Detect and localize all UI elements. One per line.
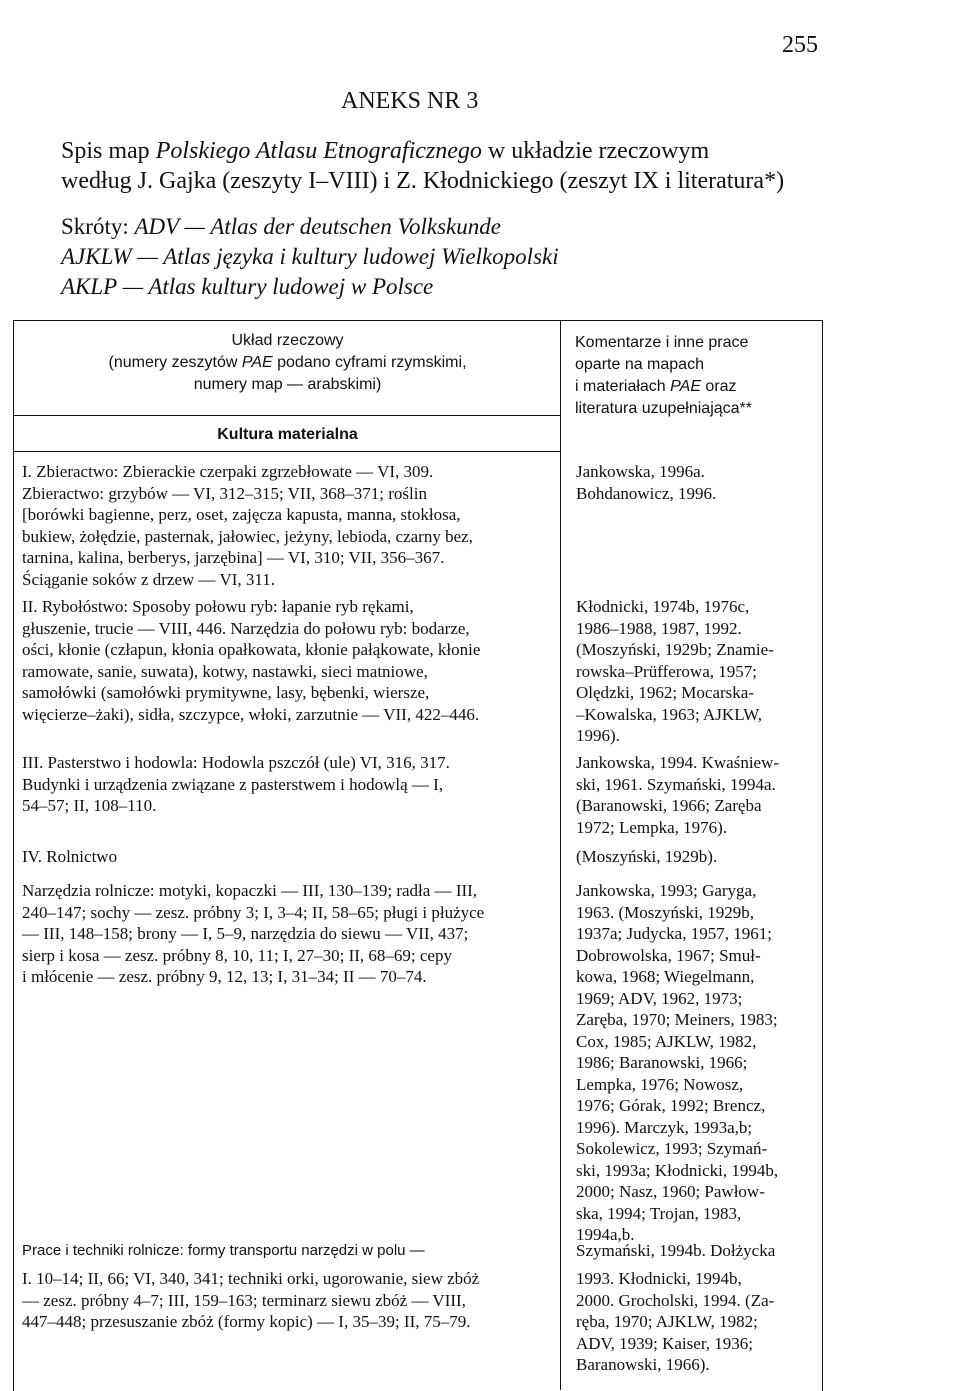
text-line: –Kowalska, 1963; AJKLW, xyxy=(576,704,763,724)
text-line: 2000; Nasz, 1960; Pawłow- xyxy=(576,1182,765,1201)
text-line: 54–57; II, 108–110. xyxy=(22,796,157,815)
intro-line-1: Spis map Polskiego Atlasu Etnograficznego w układzie rzeczowym xyxy=(61,138,710,164)
text-line: Jankowska, 1994. Kwaśniew- xyxy=(576,753,780,772)
text-line: i młócenie — zesz. próbny 9, 12, 13; I, 31–34; II — 70–74. xyxy=(22,967,427,986)
text-line: Kłodnicki, 1974b, 1976c, xyxy=(576,597,750,616)
page-number: 255 xyxy=(782,32,818,58)
text-line: Prace i techniki rolnicze: formy transportu narzędzi w polu — xyxy=(22,1242,425,1259)
text-line: 2000. Grocholski, 1994. (Za- xyxy=(576,1290,775,1310)
text-line: 1996). Marczyk, 1993a,b; xyxy=(576,1117,753,1137)
text-line: 1994a,b. xyxy=(576,1225,635,1244)
text-line: kowa, 1968; Wiegelmann, xyxy=(576,967,755,986)
refs-rybolowstwo xyxy=(576,596,808,747)
text-line: 447–448; przesuszanie zbóż (formy kopic) — I, 35–39; II, 75–79. xyxy=(22,1312,471,1331)
section-divider xyxy=(13,451,561,452)
text-line: 1986; Baranowski, 1966; xyxy=(576,1053,748,1072)
refs-rolnictwo-heading xyxy=(576,846,808,868)
refs-prace-techniki xyxy=(576,1268,808,1376)
text-line: (Baranowski, 1966; Zaręba xyxy=(576,796,762,815)
entry-prace-techniki-heading xyxy=(22,1240,552,1262)
abbreviation-adv: Skróty: ADV — Atlas der deutschen Volkskunde xyxy=(61,214,501,239)
text-line: samołówki (samołówki prymitywne, lasy, bębenki, wiersze, xyxy=(22,683,430,702)
text-line: sierp i kosa — zesz. próbny 8, 10, 11; I, 27–30; II, 68–69; cepy xyxy=(22,945,452,965)
text-line: 1976; Górak, 1992; Brencz, xyxy=(576,1096,766,1115)
text-line: I. 10–14; II, 66; VI, 340, 341; techniki orki, ugorowanie, siew zbóż xyxy=(22,1269,480,1288)
text-line: 1963. (Moszyński, 1929b, xyxy=(576,902,755,922)
text-line: 1972; Lempka, 1976). xyxy=(576,817,728,837)
entry-pasterstwo xyxy=(22,752,552,817)
refs-prace-techniki-heading xyxy=(576,1240,808,1262)
text-line: III. Pasterstwo i hodowla: Hodowla pszczół (ule) VI, 316, 317. xyxy=(22,753,450,772)
text-line: bukiew, żołędzie, pasternak, jałowiec, jeżyny, lebioda, czarny bez, xyxy=(22,526,473,546)
text-line: Lempka, 1976; Nowosz, xyxy=(576,1074,744,1094)
annex-title: ANEKS NR 3 xyxy=(341,88,479,114)
header-right: Komentarze i inne prace oparte na mapach i materiałach PAE oraz literatura uzupełniająca** xyxy=(575,334,752,417)
text-line: Zaręba, 1970; Meiners, 1983; xyxy=(576,1010,778,1029)
text-line: 1986–1988, 1987, 1992. xyxy=(576,618,742,638)
refs-zbieractwo xyxy=(576,461,808,504)
refs-pasterstwo xyxy=(576,752,808,838)
text-line: (Moszyński, 1929b). xyxy=(576,847,718,866)
text-line: 1993. Kłodnicki, 1994b, xyxy=(576,1269,742,1288)
text-line: tarnina, kalina, berberys, jarzębina] — VI, 310; VII, 356–367. xyxy=(22,548,445,567)
text-line: Budynki i urządzenia związane z pasterstwem i hodowlą — I, xyxy=(22,774,444,794)
text-line: rowska–Prüfferowa, 1957; xyxy=(576,661,757,681)
text-line: Sokolewicz, 1993; Szymań- xyxy=(576,1139,768,1158)
text-line: Szymański, 1994b. Dołżycka xyxy=(576,1241,776,1260)
entry-rolnictwo-heading xyxy=(22,846,552,868)
section-title: Kultura materialna xyxy=(217,426,358,443)
text-line: Cox, 1985; AJKLW, 1982, xyxy=(576,1031,757,1051)
text-line: ski, 1961. Szymański, 1994a. xyxy=(576,774,776,794)
abbreviation-aklp: AKLP — Atlas kultury ludowej w Polsce xyxy=(61,274,434,299)
text-line: [borówki bagienne, perz, oset, zajęcza kapusta, manna, stokłosa, xyxy=(22,505,461,524)
text-line: II. Rybołóstwo: Sposoby połowu ryb: łapanie ryb rękami, xyxy=(22,597,414,616)
text-line: Olędzki, 1962; Mocarska- xyxy=(576,683,754,702)
text-line: Jankowska, 1993; Garyga, xyxy=(576,881,757,900)
text-line: I. Zbieractwo: Zbierackie czerpaki zgrzebłowate — VI, 309. xyxy=(22,462,434,481)
text-line: Narzędzia rolnicze: motyki, kopaczki — III, 130–139; radła — III, xyxy=(22,881,478,900)
column-divider xyxy=(560,320,561,1390)
header-left: Układ rzeczowy (numery zeszytów PAE podano cyframi rzymskimi, numery map — arabskimi) xyxy=(108,332,467,393)
entry-zbieractwo xyxy=(22,461,552,590)
text-line: więcierze–żaki), sidła, szczypce, włoki, zarzutnie — VII, 422–446. xyxy=(22,704,480,724)
text-line: Baranowski, 1966). xyxy=(576,1355,710,1374)
text-line: 1969; ADV, 1962, 1973; xyxy=(576,988,743,1008)
text-line: głuszenie, trucie — VIII, 446. Narzędzia do połowu ryb: bodarze, xyxy=(22,618,470,638)
text-line: IV. Rolnictwo xyxy=(22,847,118,866)
header-divider xyxy=(13,415,561,416)
entry-narzedzia-rolnicze xyxy=(22,880,552,988)
text-line: Dobrowolska, 1967; Smuł- xyxy=(576,945,761,965)
text-line: — III, 148–158; brony — I, 5–9, narzędzia do siewu — VII, 437; xyxy=(22,924,469,943)
entry-rybolowstwo xyxy=(22,596,552,725)
entry-prace-techniki xyxy=(22,1268,552,1333)
text-line: ramowate, sanie, suwata), kotwy, nastawki, sieci matniowe, xyxy=(22,661,428,681)
text-line: Zbieractwo: grzybów — VI, 312–315; VII, 368–371; roślin xyxy=(22,483,427,503)
text-line: ości, kłonie (człapun, kłonia opałkowata, kłonie pałąkowate, kłonie xyxy=(22,640,481,659)
text-line: 1937a; Judycka, 1957, 1961; xyxy=(576,924,772,943)
text-line: Jankowska, 1996a. xyxy=(576,462,705,481)
intro-line-2: według J. Gajka (zeszyty I–VIII) i Z. Kłodnickiego (zeszyt IX i literatura*) xyxy=(61,168,785,194)
text-line: — zesz. próbny 4–7; III, 159–163; terminarz siewu zbóż — VIII, xyxy=(22,1290,466,1310)
refs-narzedzia-rolnicze xyxy=(576,880,808,1246)
text-line: (Moszyński, 1929b; Znamie- xyxy=(576,640,774,659)
text-line: ręba, 1970; AJKLW, 1982; xyxy=(576,1312,758,1331)
text-line: 1996). xyxy=(576,726,620,745)
text-line: Bohdanowicz, 1996. xyxy=(576,483,717,503)
abbreviation-ajklw: AJKLW — Atlas języka i kultury ludowej Wielkopolski xyxy=(61,244,559,269)
text-line: ski, 1993a; Kłodnicki, 1994b, xyxy=(576,1160,779,1180)
text-line: Ściąganie soków z drzew — VI, 311. xyxy=(22,569,276,589)
text-line: 240–147; sochy — zesz. próbny 3; I, 3–4; II, 58–65; pługi i płużyce xyxy=(22,902,485,922)
text-line: ADV, 1939; Kaiser, 1936; xyxy=(576,1333,754,1353)
text-line: ska, 1994; Trojan, 1983, xyxy=(576,1203,742,1223)
